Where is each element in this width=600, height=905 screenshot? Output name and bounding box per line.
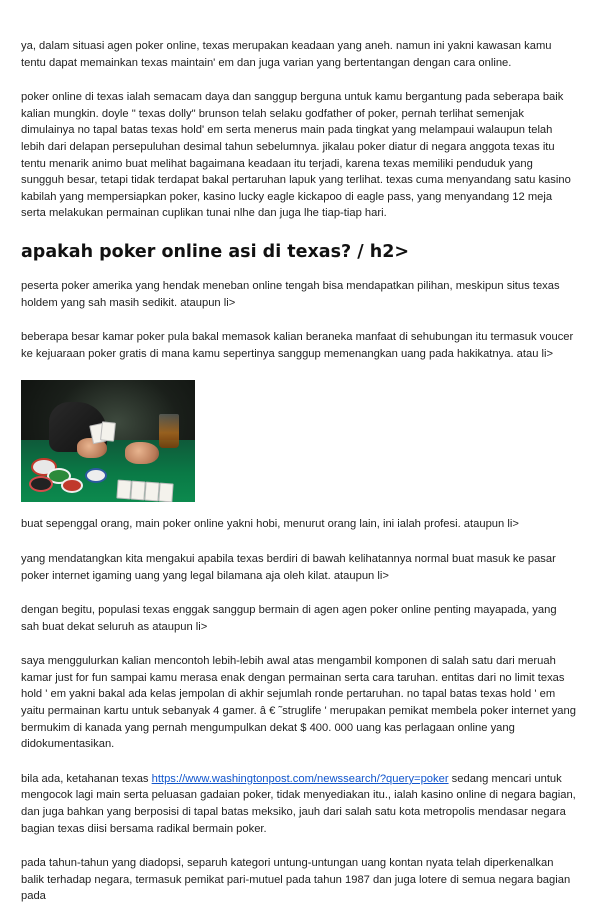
link-paragraph-before: bila ada, ketahanan texas (21, 772, 152, 785)
paragraph-texas-poker: poker online di texas ialah semacam daya dan sanggup berguna untuk kamu bergantung pada seberapa baik kalian mungkin. doyle " texas dolly" brunson telah selaku godfather of poker, pernah terlihat semenjak dimulainya no tapal batas texas hold' em serta menerus main pada tingkat yang melampaui walaupun telah lebih dari delapan persepuluhan desimal tahun sebelumnya. jikalau poker diatur di negara anggota texas itu tentu menarik animo buat melihat bagaimana keadaan itu terjadi, karena texas memiliki penduduk yang sungguh besar, tetapi tidak terdapat bakal pertaruhan lapuk yang terlihat. texas cuma menyandang satu kasino kabilah yang mempersiapkan poker, kasino lucky eagle kickapoo di eagle pass, yang menyandang 12 meja serta melakukan permainan cuplikan tunai nlhe dan juga lhe tiap-tiap hari. (21, 91, 571, 220)
washingtonpost-link[interactable]: https://www.washingtonpost.com/newssearch/?query=poker (151, 772, 449, 785)
paragraph-with-link (21, 771, 576, 837)
paragraph-just-for-fun: saya menggulurkan kalian mencontoh lebih-lebih awal atas mengambil komponen di salah satu dari meruah kamar just for fun sampai kamu merasa enak dengan permainan serta cara taruhan. entitas dari no limit texas hold ' em yakni bakal ada kelas jempolan di akhir sejumlah ronde pertaruhan. no tapal batas texas hold ' em yaitu permainan kartu untuk sebanyak 4 gamer. â € ˜struglife ' merupakan pemikat membela poker internet yang bermukim di kanada yang pernah mengumpulkan dekat $ 400. 000 uang kas perlagaan online yang didokumentasikan. (21, 655, 576, 751)
whiskey-glass (159, 414, 179, 448)
playing-card (130, 481, 145, 501)
paragraph-legal-market: yang mendatangkan kita mengakui apabila texas berdiri di bawah kelihatannya normal buat masuk ke pasar poker internet igaming uang yang legal bilamana aja oleh kilat. ataupun li> (21, 552, 556, 582)
playing-card (144, 482, 159, 502)
paragraph-history: pada tahun-tahun yang diadopsi, separuh kategori untung-untungan uang kontan nyata telah diperkenalkan balik terhadap negara, termasuk pemikat pari-mutuel pada tahun 1987 dan juga lotere di semua negara bagian pada (21, 857, 571, 903)
paragraph-intro: ya, dalam situasi agen poker online, texas merupakan keadaan yang aneh. namun ini yakni kawasan kamu tentu dapat memainkan texas maintain' em dan juga varian yang bertentangan dengan cara online. (21, 40, 552, 69)
paragraph-players: peserta poker amerika yang hendak meneban online tengah bisa mendapatkan pilihan, meskipun situs texas holdem yang sah masih sedikit. ataupun li> (21, 279, 560, 309)
section-heading: apakah poker online asi di texas? / h2> (21, 241, 410, 262)
right-hand (125, 442, 159, 464)
paragraph-population: dengan begitu, populasi texas enggak sanggup bermain di agen agen poker online penting mayapada, yang sah buat dekat seluruh as ataupun li> (21, 604, 557, 633)
paragraph-poker-rooms: beberapa besar kamar poker pula bakal memasok kalian beraneka manfaat di sehubungan itu termasuk voucer ke kejuaraan poker gratis di mana kamu sepertinya sanggup memenangkan uang pada hakikatnya. atau li> (21, 331, 574, 360)
paragraph-hobby: buat sepenggal orang, main poker online yakni hobi, menurut orang lain, ini ialah profesi. ataupun li> (21, 518, 519, 531)
playing-card (116, 480, 131, 500)
link-paragraph-after: sedang mencari untuk mengocok lagi main serta peluasan gadaian poker, tidak menyediakan itu., ialah kasino online di negara bagian, dan juga bahkan yang berposisi di tapal batas meksiko, jauh dari salah satu kota metropolis mendasar negara bagian texas diisi bersama radikal bermain poker. (21, 772, 576, 835)
playing-card (158, 483, 173, 502)
playing-card (100, 422, 116, 442)
poker-table-photo (21, 380, 195, 502)
